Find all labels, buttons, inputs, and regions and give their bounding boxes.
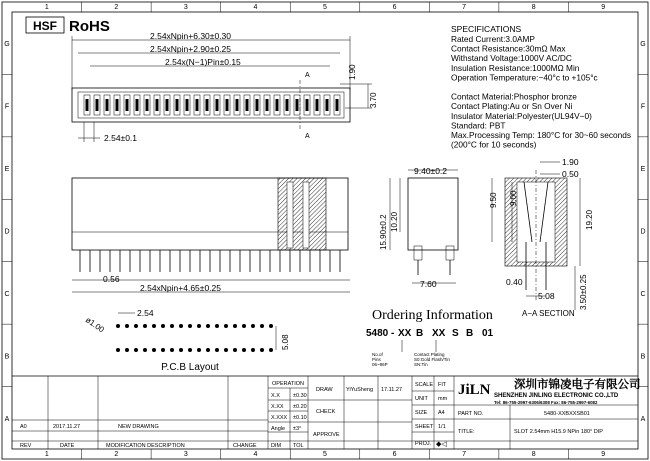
spec-line: Insulator Material:Polyester(UL94V−0) [451, 110, 592, 121]
company-name-en: SHENZHEN JINLING ELECTRONIC CO.,LTD [494, 393, 619, 399]
order-code [366, 328, 494, 352]
dim-height-b: 3.70 [369, 92, 378, 108]
top-contact-core [336, 99, 339, 111]
top-contact-core [256, 99, 259, 111]
dim-sec-top-a: 1.90 [562, 157, 579, 167]
side-view [379, 166, 458, 289]
company-phone: Tel: 86-755-2997-6306/6308 Fax: 86-755-2997-6082 [494, 400, 598, 405]
dim-sec-top-b: 0.50 [562, 169, 579, 179]
grid-col-label: 4 [253, 451, 258, 458]
top-contact-core [116, 99, 119, 111]
pcb-hole [143, 348, 147, 352]
pcb-hole [197, 324, 201, 328]
pcb-hole [242, 348, 246, 352]
top-contact-core [106, 99, 109, 111]
grid-col-label: 1 [44, 4, 49, 11]
grid-row-label: G [640, 41, 646, 49]
grid-row-label: D [4, 228, 10, 236]
size-label: SIZE [415, 410, 428, 416]
front-view [72, 178, 350, 293]
spec-line: (200°C for 10 seconds) [451, 139, 537, 150]
grid-col-label: 7 [462, 4, 467, 11]
top-contact-core [126, 99, 129, 111]
pcb-hole [233, 324, 237, 328]
tol-row-label: X.XX [271, 404, 284, 410]
spec-line: Contact Plating:Au or Sn Over Ni [451, 101, 573, 112]
top-contact-core [216, 99, 219, 111]
pcb-hole [179, 324, 183, 328]
order-code-part: 5480 - [366, 328, 395, 339]
order-code-part: B [416, 328, 424, 339]
top-contact-core [246, 99, 249, 111]
tol-row-value: ±0.30 [293, 393, 307, 399]
specifications-block [451, 24, 631, 150]
pcb-hole [260, 348, 264, 352]
top-contact-core [96, 99, 99, 111]
dim-pcb-hole: ø1.00 [83, 315, 106, 335]
grid-row-label: B [640, 353, 646, 361]
grid-col-label: 3 [183, 451, 188, 458]
grid-row-label: F [640, 103, 646, 111]
grid-row-label: E [640, 166, 646, 174]
sheet-value: 1/1 [438, 424, 446, 430]
part-no-label: PART NO. [458, 411, 484, 417]
top-contact-core [276, 99, 279, 111]
pcb-hole [215, 324, 219, 328]
grid-col-label: 1 [44, 451, 49, 458]
grid-row-label: E [4, 166, 10, 174]
order-code-part: B [466, 328, 474, 339]
pcb-hole [242, 324, 246, 328]
dim-pitch: 2.54x(N−1)Pin±0.15 [165, 57, 241, 67]
grid-col-label: 6 [392, 451, 397, 458]
top-contact-core [326, 99, 329, 111]
tol-row-value: ±0.20 [293, 404, 307, 410]
order-note-pins: Pins [372, 357, 381, 362]
top-contact-core [296, 99, 299, 111]
pcb-hole [143, 324, 147, 328]
grid-row-label: A [640, 415, 646, 423]
top-contact-core [166, 99, 169, 111]
top-contact-core [186, 99, 189, 111]
dim-front-offset: 0.56 [103, 274, 120, 284]
pcb-hole [206, 348, 210, 352]
pcb-hole [134, 348, 138, 352]
top-contact-core [86, 99, 89, 111]
dim-side-bottom: 7.60 [420, 279, 437, 289]
order-code-part: XX [398, 328, 412, 339]
part-no-value: 5480-XXBXXSB01 [544, 411, 590, 417]
pcb-hole [206, 324, 210, 328]
pcb-hole [215, 348, 219, 352]
dim-sec-left-a: 9.50 [489, 192, 498, 208]
front-view-pins [80, 250, 340, 272]
section-aa-view [489, 157, 594, 318]
rev-desc: NEW DRAWING [118, 424, 159, 430]
grid-col-label: 4 [253, 4, 258, 11]
hsf-rohs-logo [26, 17, 110, 35]
proj-symbol: ◆◁ [436, 441, 447, 448]
top-contact-core [146, 99, 149, 111]
tol-operation: OPERATION [272, 381, 304, 387]
grid-row-label: A [4, 415, 10, 423]
title-label: TITLE: [458, 429, 475, 435]
top-contact-core [236, 99, 239, 111]
order-code-part: XX [432, 328, 446, 339]
top-contact-core [226, 99, 229, 111]
top-contact-core [206, 99, 209, 111]
order-note-pins: 06~96P [372, 362, 388, 367]
pcb-hole [152, 348, 156, 352]
unit-value: mm [438, 396, 448, 402]
pcb-hole [170, 348, 174, 352]
pcb-hole [116, 324, 120, 328]
grid-row-label: C [640, 290, 646, 298]
top-contact-core [136, 99, 139, 111]
approve-label: APPROVE [313, 432, 340, 438]
grid-col-label: 9 [601, 4, 606, 11]
tol-row-value: ±0.10 [293, 415, 307, 421]
pcb-hole [134, 324, 138, 328]
spec-line: Operation Temperature:−40°c to +105°c [451, 72, 598, 83]
pcb-hole [161, 324, 165, 328]
pcb-hole [152, 324, 156, 328]
pcb-caption: P.C.B Layout [161, 362, 219, 373]
grid-col-label: 8 [531, 451, 536, 458]
pcb-hole [161, 348, 165, 352]
title-value: SLOT 2.54mm H15.9 NPin 180° DIP [514, 429, 603, 435]
dim-sec-left-b: 9.00 [509, 190, 518, 206]
spec-line: Contact Material:Phosphor bronze [451, 91, 577, 102]
spec-line: Insulation Resistance:1000MΩ Min [451, 62, 580, 73]
tol-row-label: Angle [271, 426, 286, 432]
order-code-part: 01 [482, 328, 494, 339]
pcb-hole [260, 324, 264, 328]
ordering-title: Ordering Information [372, 308, 493, 323]
sheet-label: SHEET [415, 424, 434, 430]
pcb-holes [116, 324, 273, 352]
grid-row-label: B [4, 353, 10, 361]
grid-col-label: 9 [601, 451, 606, 458]
grid-row-label: G [4, 41, 10, 49]
dim-sec-spacing: 5.08 [538, 291, 555, 301]
pcb-hole [224, 348, 228, 352]
dim-sec-pin: 0.40 [506, 277, 523, 287]
pcb-hole [269, 324, 273, 328]
scale-label: SCALE [415, 382, 434, 388]
ordering-information [366, 308, 494, 367]
rohs-label: RoHS [69, 18, 110, 35]
draw-date: 17.11.27 [381, 387, 403, 393]
rev-a0: A0 [20, 424, 27, 430]
top-contact-core [316, 99, 319, 111]
hdr-rev: REV [20, 443, 32, 449]
top-contact-core [156, 99, 159, 111]
spec-line: Contact Resistance:30mΩ Max [451, 43, 566, 54]
dim-first-pin: 2.54±0.1 [104, 133, 138, 143]
hsf-label: HSF [33, 19, 57, 33]
grid-col-label: 8 [531, 4, 536, 11]
pcb-hole [125, 348, 129, 352]
top-contact-core [266, 99, 269, 111]
order-code-part: S [452, 328, 459, 339]
dim-side-width: 9.40±0.2 [414, 166, 448, 176]
grid-col-label: 3 [183, 4, 188, 11]
tolerance-rows [271, 393, 307, 432]
section-caption: A−A SECTION [522, 309, 575, 318]
top-contact-core [306, 99, 309, 111]
check-label: CHECK [316, 409, 336, 415]
section-mark-a-bottom: A [305, 133, 310, 140]
dim-pcb-row: 5.08 [281, 334, 290, 350]
top-view-contacts [84, 95, 340, 115]
spec-lines [451, 34, 631, 150]
proj-label: PROJ. [415, 441, 432, 447]
pcb-hole [116, 348, 120, 352]
pcb-hole [197, 348, 201, 352]
top-contact-core [176, 99, 179, 111]
top-contact-core [196, 99, 199, 111]
hdr-date: DATE [60, 443, 75, 449]
tol-row-label: X.X [271, 393, 280, 399]
dim-sec-tail: 3.50±0.25 [579, 274, 588, 310]
company-logo: JiLN [458, 382, 491, 398]
tol-dim: DIM [271, 443, 282, 449]
company-name-cn: 深圳市锦凌电子有限公司 [514, 379, 641, 391]
dim-overall: 2.54xNpin+6.30±0.30 [150, 31, 231, 41]
dim-height-a: 1.90 [348, 64, 357, 80]
pcb-layout [84, 308, 290, 373]
unit-label: UNIT [415, 396, 428, 402]
dim-front-overall: 2.54xNpin+4.65±0.25 [140, 283, 221, 293]
pcb-hole [233, 348, 237, 352]
grid-col-label: 5 [323, 4, 327, 11]
grid-col-label: 2 [114, 451, 119, 458]
dim-mid: 2.54xNpin+2.90±0.25 [150, 44, 231, 54]
title-block [12, 376, 641, 449]
grid-row-label: D [640, 228, 646, 236]
pcb-hole [188, 348, 192, 352]
grid-col-label: 5 [323, 451, 327, 458]
section-mark-a-top: A [305, 72, 310, 79]
top-contact-core [286, 99, 289, 111]
size-value: A4 [438, 410, 445, 416]
tol-row-value: ±3° [293, 426, 302, 432]
rev-date: 2017.11.27 [53, 424, 81, 430]
drawer-name: YiYuSheng [346, 387, 374, 393]
pcb-hole [251, 324, 255, 328]
draw-label: DRAW [316, 387, 333, 393]
pcb-hole [125, 324, 129, 328]
pcb-hole [170, 324, 174, 328]
spec-line: Rated Current:3.0AMP [451, 34, 535, 44]
dim-sec-right: 19.20 [585, 209, 594, 230]
grid-row-label: F [4, 103, 10, 111]
tol-row-label: X.XXX [271, 415, 288, 421]
pcb-hole [188, 324, 192, 328]
order-note-plating: SN:Tin [414, 362, 428, 367]
hdr-change: CHANGE [233, 443, 257, 449]
order-note-pins: No.of [372, 352, 383, 357]
pcb-hole [269, 348, 273, 352]
spec-line: Max.Processing Temp: 180°C for 30~60 seconds [451, 130, 632, 140]
pcb-hole [224, 324, 228, 328]
grid-col-label: 6 [392, 4, 397, 11]
dim-side-height-outer: 15.90±0.2 [379, 214, 388, 250]
hdr-desc: MODIFICATION DESCRIPTION [106, 443, 185, 449]
grid-row-label: C [4, 290, 10, 298]
dim-pcb-pitch: 2.54 [137, 308, 154, 318]
order-notes [372, 352, 450, 367]
dim-side-height-inner: 10.20 [390, 211, 399, 232]
grid-col-label: 2 [114, 4, 119, 11]
tol-tol: TOL [293, 443, 304, 449]
spec-line: Withstand Voltage:1000V AC/DC [451, 53, 572, 64]
order-note-plating: Contact Plating [414, 352, 445, 357]
spec-title: SPECIFICATIONS [451, 24, 522, 34]
scale-value: FIT [438, 382, 447, 388]
top-view [72, 31, 378, 143]
pcb-hole [251, 348, 255, 352]
grid-col-label: 7 [462, 451, 467, 458]
order-note-plating: S0:Gold Flash/Tin [414, 357, 450, 362]
spec-line: Standard: PBT [451, 120, 506, 131]
pcb-hole [179, 348, 183, 352]
